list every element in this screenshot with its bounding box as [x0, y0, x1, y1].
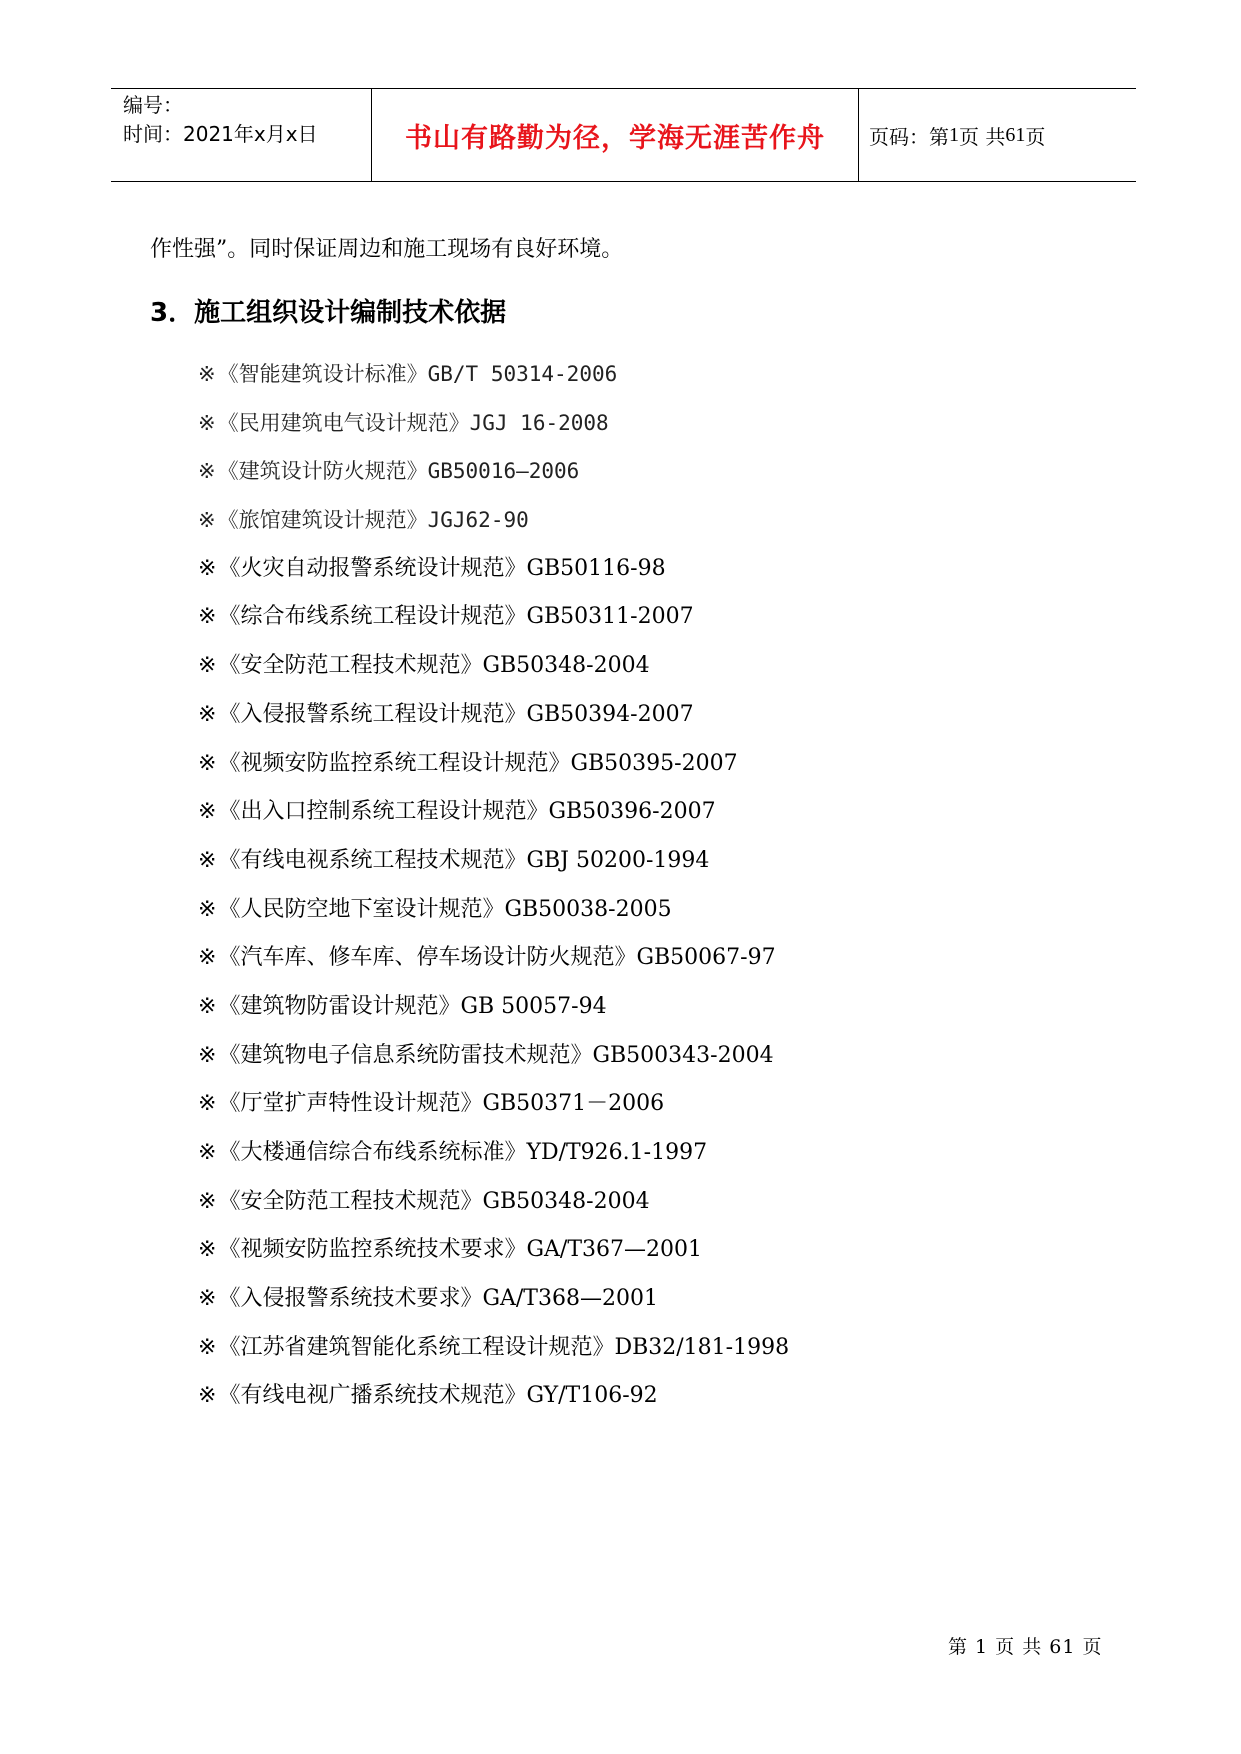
- reference-text: 《汽车库、修车库、停车场设计防火规范》GB50067-97: [218, 945, 776, 971]
- header-motto: 书山有路勤为径，学海无涯苦作舟: [405, 122, 825, 154]
- reference-mark: ※: [198, 410, 216, 435]
- header-page-code: [859, 89, 1136, 181]
- reference-text: 《火灾自动报警系统设计规范》GB50116-98: [218, 555, 666, 581]
- reference-text: 《安全防范工程技术规范》GB50348-2004: [218, 1188, 650, 1214]
- reference-text: 《人民防空地下室设计规范》GB50038-2005: [218, 896, 672, 922]
- reference-text: 《建筑设计防火规范》GB50016—2006: [217, 459, 580, 484]
- page-code-current: 1: [949, 123, 959, 146]
- document-time: 时间：2021年x月x日: [123, 122, 318, 146]
- reference-text: 《智能建筑设计标准》GB/T 50314-2006: [217, 362, 618, 386]
- reference-item: [198, 845, 789, 894]
- reference-text: 《大楼通信综合布线系统标准》YD/T926.1-1997: [218, 1140, 708, 1165]
- reference-item: [198, 1332, 789, 1381]
- reference-text: 《安全防范工程技术规范》GB50348-2004: [218, 653, 650, 679]
- reference-item: [198, 1186, 789, 1235]
- reference-text: 《有线电视广播系统技术规范》GY/T106-92: [218, 1383, 658, 1409]
- reference-mark: ※: [198, 750, 217, 776]
- page-code-mid: 页 共: [959, 124, 1006, 149]
- reference-item: [198, 1088, 789, 1137]
- reference-item: [198, 1137, 789, 1186]
- reference-text: 《厅堂扩声特性设计规范》GB50371－2006: [218, 1091, 665, 1117]
- reference-item: [198, 894, 789, 943]
- continued-paragraph: 作性强”。同时保证周边和施工现场有良好环境。: [150, 237, 624, 262]
- reference-item: [198, 796, 789, 845]
- reference-mark: ※: [198, 1042, 217, 1068]
- reference-item: [198, 407, 789, 456]
- reference-text: 《视频安防监控系统技术要求》GA/T367—2001: [218, 1237, 702, 1263]
- reference-mark: ※: [198, 555, 217, 581]
- reference-item: [198, 358, 789, 407]
- page-code-suffix: 页: [1025, 124, 1046, 149]
- reference-text: 《有线电视系统工程技术规范》GBJ 50200-1994: [218, 847, 710, 873]
- reference-text: 《综合布线系统工程设计规范》GB50311-2007: [218, 604, 694, 630]
- page-code-total: 61: [1005, 123, 1026, 146]
- document-header: [111, 88, 1136, 182]
- reference-mark: ※: [198, 896, 217, 922]
- reference-mark: ※: [198, 1237, 217, 1263]
- reference-item: [198, 650, 789, 699]
- document-number-label: 编号：: [123, 93, 183, 117]
- reference-mark: ※: [198, 1188, 217, 1214]
- reference-item: [198, 1380, 789, 1429]
- reference-text: 《视频安防监控系统工程设计规范》GB50395-2007: [218, 750, 738, 776]
- section-heading: 3．施工组织设计编制技术依据: [150, 298, 507, 328]
- reference-mark: ※: [198, 1383, 217, 1409]
- reference-mark: ※: [198, 1286, 217, 1312]
- reference-item: [198, 699, 789, 748]
- page-code-prefix: 页码：第: [869, 124, 949, 149]
- reference-mark: ※: [198, 847, 217, 873]
- reference-mark: ※: [198, 653, 217, 679]
- reference-item: [198, 455, 789, 504]
- reference-item: [198, 942, 789, 991]
- reference-mark: ※: [198, 1091, 217, 1117]
- reference-mark: ※: [198, 701, 217, 727]
- reference-text: 《江苏省建筑智能化系统工程设计规范》DB32/181-1998: [218, 1334, 790, 1360]
- reference-mark: ※: [198, 993, 217, 1019]
- reference-item: [198, 991, 789, 1040]
- reference-mark: ※: [198, 362, 216, 386]
- page-footer: 第 1 页 共 61 页: [948, 1636, 1103, 1658]
- reference-item: [198, 553, 789, 602]
- reference-item: [198, 748, 789, 797]
- reference-item: [198, 1283, 789, 1332]
- reference-mark: ※: [198, 508, 216, 533]
- reference-mark: ※: [198, 945, 217, 971]
- reference-mark: ※: [198, 604, 217, 630]
- reference-item: [198, 601, 789, 650]
- reference-text: 《出入口控制系统工程设计规范》GB50396-2007: [218, 799, 716, 825]
- reference-mark: ※: [198, 1140, 217, 1165]
- reference-item: [198, 504, 789, 553]
- reference-item: [198, 1040, 789, 1089]
- reference-text: 《入侵报警系统工程设计规范》GB50394-2007: [218, 701, 694, 727]
- header-meta: [111, 89, 372, 181]
- reference-list: [198, 358, 789, 1429]
- reference-text: 《入侵报警系统技术要求》GA/T368—2001: [218, 1286, 658, 1312]
- reference-text: 《旅馆建筑设计规范》JGJ62-90: [217, 508, 529, 533]
- header-motto-cell: [372, 89, 859, 181]
- reference-text: 《民用建筑电气设计规范》JGJ 16-2008: [217, 410, 609, 435]
- reference-mark: ※: [198, 799, 217, 825]
- reference-mark: ※: [198, 1334, 217, 1360]
- reference-mark: ※: [198, 459, 216, 484]
- reference-text: 《建筑物防雷设计规范》GB 50057-94: [218, 993, 607, 1019]
- reference-text: 《建筑物电子信息系统防雷技术规范》GB500343-2004: [218, 1042, 774, 1068]
- reference-item: [198, 1234, 789, 1283]
